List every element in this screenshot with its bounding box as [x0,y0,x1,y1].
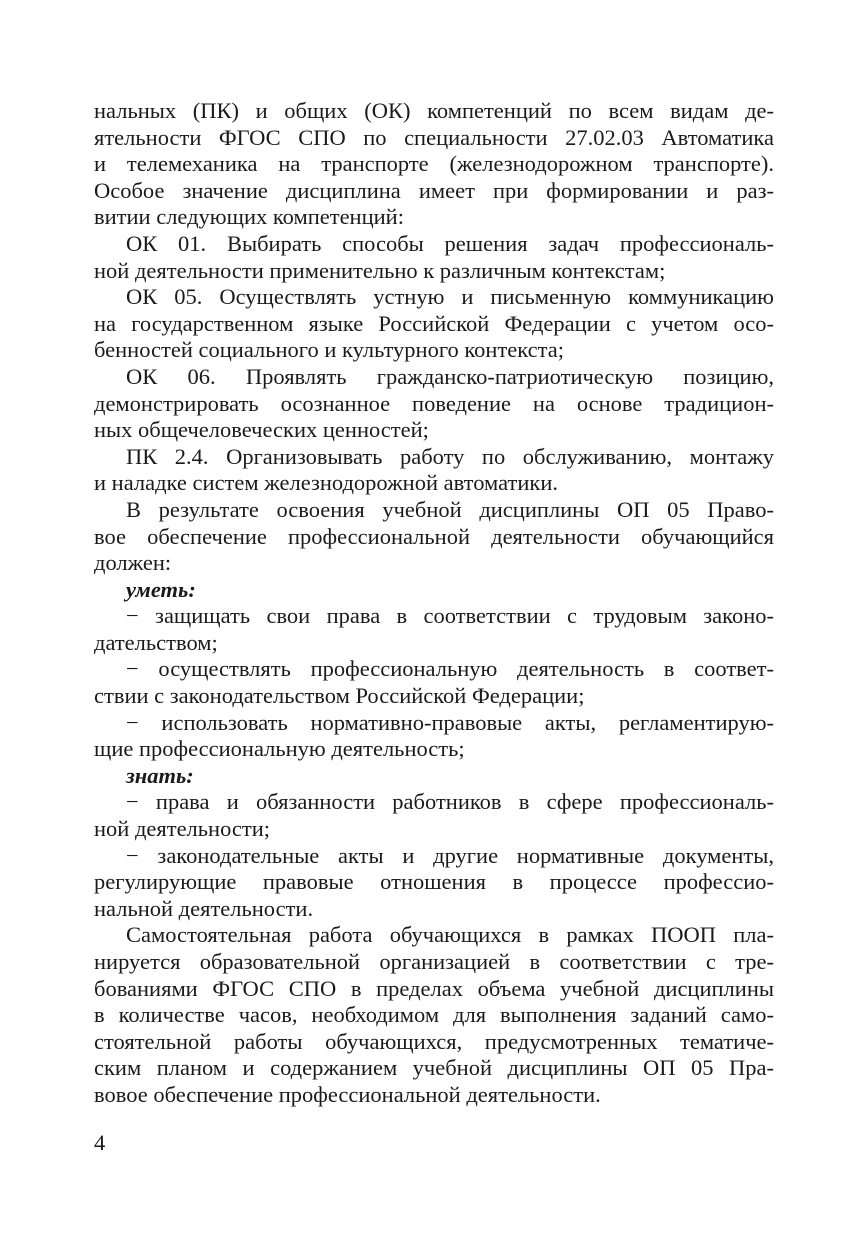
text-line: бенностей социального и культурного контекста; [94,337,564,363]
text-line: ОК 01. Выбирать способы решения задач профессиональ- [126,230,774,256]
text-line: на государственном языке Российской Федерации с учетом осо- [94,310,774,336]
page-number: 4 [94,1130,106,1155]
text-line: ским планом и содержанием учебной дисциплины ОП 05 Пра- [94,1055,774,1081]
text-line: щие профессиональную деятельность; [94,736,465,762]
text-line: в количестве часов, необходимом для выполнения заданий само- [94,1002,774,1028]
section-label: уметь: [126,576,196,602]
text-line: Особое значение дисциплина имеет при формировании и раз- [94,177,774,203]
text-line: дательством; [94,629,218,655]
text-line: стоятельной работы обучающихся, предусмотренных тематиче- [94,1028,774,1054]
text-line: − использовать нормативно-правовые акты, регламентирую- [126,709,774,735]
text-line: − права и обязанности работников в сфере профессиональ- [126,789,774,815]
text-line: ных общечеловеческих ценностей; [94,417,429,443]
text-line: демонстрировать осознанное поведение на основе традицион- [94,390,774,416]
text-line: должен: [94,550,172,576]
text-line: В результате освоения учебной дисциплины ОП 05 Право- [126,496,774,522]
text-line: − осуществлять профессиональную деятельность в соответ- [126,656,774,682]
text-line: ОК 05. Осуществлять устную и письменную коммуникацию [126,284,774,310]
text-line: нальной деятельности. [94,895,314,921]
text-line: Самостоятельная работа обучающихся в рамках ПООП пла- [126,922,774,948]
text-line: вое обеспечение профессиональной деятельности обучающийся [94,523,774,549]
text-line: и телемеханика на транспорте (железнодорожном транспорте). [94,151,774,177]
text-line: нальных (ПК) и общих (ОК) компетенций по всем видам де- [94,98,774,123]
text-line: нируется образовательной организацией в соответствии с тре- [94,949,774,974]
text-line: и наладке систем железнодорожной автоматики. [94,470,558,496]
section-label: знать: [126,762,194,788]
text-line: ной деятельности; [94,816,271,842]
text-line: регулирующие правовые отношения в процессе профессио- [94,869,774,895]
text-line: ной деятельности применительно к различным контекстам; [94,257,666,283]
text-line: бованиями ФГОС СПО в пределах объема учебной дисциплины [94,975,774,1001]
text-line: − законодательные акты и другие нормативные документы, [126,842,774,868]
text-line: вовое обеспечение профессиональной деятельности. [94,1081,601,1107]
text-line: ятельности ФГОС СПО по специальности 27.02.03 Автоматика [94,124,774,150]
text-line: витии следующих компетенций: [94,204,404,230]
text-line: − защищать свои права в соответствии с трудовым законо- [126,603,774,629]
text-line: ОК 06. Проявлять гражданско-патриотическую позицию, [126,363,774,389]
page-body [94,98,774,1109]
text-line: ствии с законодательством Российской Федерации; [94,683,585,709]
text-line: ПК 2.4. Организовывать работу по обслуживанию, монтажу [126,443,774,469]
